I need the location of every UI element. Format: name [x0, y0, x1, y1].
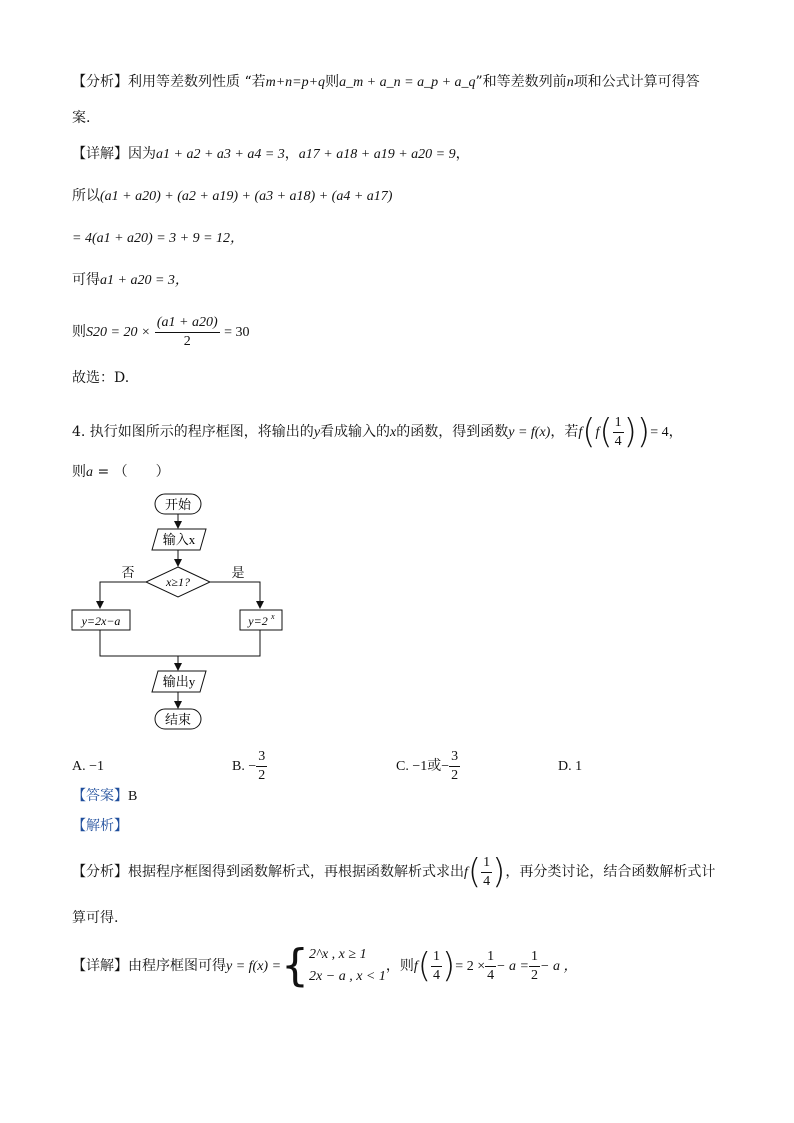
- detail-choose: 故选：D.: [72, 370, 130, 386]
- solution-tag: 【解析】: [72, 818, 128, 834]
- solution-tag-line: [72, 816, 128, 836]
- detail-line-5: 则S20 = 20 × $\frac{(a1 + a20)}{2}$ = 30: [72, 314, 250, 349]
- piecewise-cases: 2^x , x ≥ 1 2x − a , x < 1: [309, 947, 386, 984]
- flow-no-label: 否: [121, 565, 135, 580]
- program-flowchart: [60, 488, 300, 734]
- flow-input-label: 输入x: [162, 532, 196, 547]
- flow-output-label: 输出y: [162, 674, 196, 689]
- detail-line-2: 所以(a1 + a20) + (a2 + a19) + (a3 + a18) + (a4 + a17): [72, 188, 393, 204]
- detail-line-4: 可得a1 + a20 = 3，: [72, 272, 189, 288]
- option-b: B. − $\frac{3}{2}$: [232, 748, 266, 783]
- s20-fraction: $\frac{(a1 + a20)}{2}$: [156, 314, 218, 349]
- question-4-ask: 则a = （ ）: [72, 464, 170, 480]
- flow-right-label: y=2: [248, 614, 268, 628]
- analysis-line-1: 【分析】利用等差数列性质 “若m+n=p+q则a_m + a_n = a_p + a_q”和等差数列前n项和公式计算可得答: [72, 74, 700, 90]
- flow-yes-label: 是: [231, 565, 245, 580]
- analysis2-line-1: 【分析】根据程序框图得到函数解析式，再根据函数解析式求出f( $\frac{1}{4}$ )，再分类讨论，结合函数解析式计: [72, 852, 716, 892]
- analysis2-line-2: 算可得.: [72, 910, 119, 926]
- flow-end-label: 结束: [164, 712, 192, 727]
- question-4-stem: 4. 执行如图所示的程序框图，将输出的y看成输入的x的函数，得到函数y = f(x)，若f(f( $\frac{1}{4}$ ))= 4，: [72, 412, 683, 452]
- flow-left-label: y=2x−a: [81, 614, 121, 628]
- option-d: D. 1: [558, 759, 583, 774]
- flow-start-label: 开始: [164, 497, 192, 512]
- answer-tag: 【答案】: [72, 788, 128, 804]
- quarter-fraction: $\frac{1}{4}$: [614, 414, 622, 449]
- option-c: C. −1或− $\frac{3}{2}$: [396, 748, 459, 783]
- detail-line-3: = 4(a1 + a20) = 3 + 9 = 12，: [72, 231, 245, 246]
- flow-right-sup: x: [271, 612, 275, 621]
- option-a: A. −1: [72, 759, 105, 774]
- detail-line-1: 【详解】因为a1 + a2 + a3 + a4 = 3，a17 + a18 + a19 + a20 = 9，: [72, 146, 470, 162]
- detail-tag: 【详解】: [72, 146, 128, 162]
- flow-decision-label: x≥1?: [166, 575, 190, 589]
- analysis-tag: 【分析】: [72, 74, 128, 90]
- detail2-line-1: 【详解】由程序框图可得y = f(x) ={ 2^x , x ≥ 1 2x − a , x < 1 ，则f( $\frac{1}{4}$ )= 2 × $\frac{1}{4}$ − a = $\frac{1}{2}$ − a ，: [72, 940, 578, 991]
- analysis-line-2: 案.: [72, 110, 91, 126]
- answer-line: 【答案】B: [72, 788, 138, 804]
